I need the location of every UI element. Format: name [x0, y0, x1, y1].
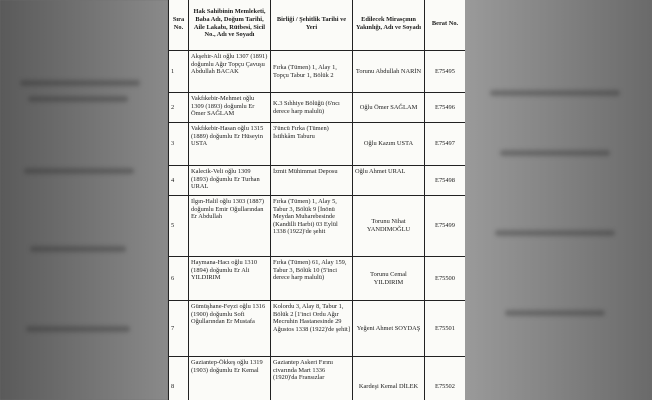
cell-berat: E75499	[425, 196, 466, 257]
cell-miras: Torunu Abdullah NARİN	[353, 51, 425, 93]
header-hak-sahibi: Hak Sahibinin Memleketi, Baba Adı, Doğum Tarihi, Aile Lakabı, Rütbesi, Sicil No., Adı ve Soyadı	[189, 0, 271, 51]
cell-sira: 4	[169, 166, 189, 196]
cell-miras: Oğlu Kazım USTA	[353, 123, 425, 166]
blurred-text-line	[30, 246, 126, 252]
cell-hak-sahibi: Ilgın-Halil oğlu 1303 (1887) doğumlu Emir Oğullarından Er Abdullah	[189, 196, 271, 257]
cell-hak-sahibi: Haymana-Hacı oğlu 1310 (1894) doğumlu Er Ali YILDIRIM	[189, 257, 271, 301]
cell-sira: 3	[169, 123, 189, 166]
cell-birlik: Kolordu 3, Alay 8, Tabur 1, Bölük 2 [1'inci Ordu Ağır Mecruhin Hastanesinde 29 Ağustos 1338 (1922)'de şehit]	[271, 301, 353, 357]
header-miras: Edilecek Mirasçının Yakınlığı, Adı ve Soyadı	[353, 0, 425, 51]
cell-miras: Oğlu Ahmet URAL	[353, 166, 425, 196]
blurred-text-line	[24, 168, 134, 174]
cell-berat: E75495	[425, 51, 466, 93]
cell-sira: 2	[169, 93, 189, 123]
cell-birlik: Fırka (Tümen) 1, Alay 1, Topçu Tabur 1, Bölük 2	[271, 51, 353, 93]
beneficiaries-table	[168, 0, 465, 400]
cell-miras: Yeğeni Ahmet SOYDAŞ	[353, 301, 425, 357]
cell-birlik: İzmit Mühimmat Deposu	[271, 166, 353, 196]
document-page	[168, 0, 465, 400]
header-berat: Berat No.	[425, 0, 466, 51]
table-row	[169, 257, 466, 301]
cell-berat: E75498	[425, 166, 466, 196]
blurred-text-line	[28, 96, 128, 102]
blurred-text-line	[490, 90, 620, 96]
cell-birlik: 3'üncü Fırka (Tümen) İstihkâm Taburu	[271, 123, 353, 166]
table-header-row	[169, 0, 466, 51]
cell-sira: 7	[169, 301, 189, 357]
table-row	[169, 357, 466, 400]
cell-berat: E75502	[425, 357, 466, 400]
cell-miras: Kardeşi Kemal DİLEK	[353, 357, 425, 400]
table-row	[169, 301, 466, 357]
cell-hak-sahibi: Akşehir-Ali oğlu 1307 (1891) doğumlu Ağır Topçu Çavuşu Abdullah BACAK	[189, 51, 271, 93]
cell-sira: 8	[169, 357, 189, 400]
cell-sira: 6	[169, 257, 189, 301]
cell-hak-sahibi: Kalecik-Veli oğlu 1309 (1893) doğumlu Er Turhan URAL	[189, 166, 271, 196]
blurred-text-line	[495, 230, 615, 236]
blurred-text-line	[26, 326, 130, 332]
table-row	[169, 196, 466, 257]
cell-berat: E75500	[425, 257, 466, 301]
cell-sira: 5	[169, 196, 189, 257]
background-right	[465, 0, 652, 400]
cell-birlik: K.3 Sıhhiye Bölüğü (6'ncı derece harp malulü)	[271, 93, 353, 123]
background-left	[0, 0, 168, 400]
blurred-text-line	[500, 150, 610, 156]
table-row	[169, 166, 466, 196]
cell-birlik: Fırka (Tümen) 61, Alay 159, Tabur 3, Bölük 10 (5'inci derece harp malulü)	[271, 257, 353, 301]
cell-berat: E75497	[425, 123, 466, 166]
blurred-text-line	[505, 310, 605, 316]
cell-birlik: Fırka (Tümen) 1, Alay 5, Tabur 3, Bölük 9 [İnönü Meydan Muharebesinde (Kandilli Harbi) 03 Eylül 1338 (1922)'de şehit	[271, 196, 353, 257]
cell-hak-sahibi: Gaziantep-Ökkeş oğlu 1319 (1903) doğumlu Er Kemal	[189, 357, 271, 400]
cell-berat: E75496	[425, 93, 466, 123]
header-birlik: Birliği / Şehitlik Tarihi ve Yeri	[271, 0, 353, 51]
cell-miras: Oğlu Ömer SAĞLAM	[353, 93, 425, 123]
cell-birlik: Gaziantep Askeri Fırını civarında Mart 1336 (1920)'da Fransızlar	[271, 357, 353, 400]
table-row	[169, 93, 466, 123]
cell-hak-sahibi: Vakfıkebir-Hasan oğlu 1315 (1889) doğumlu Er Hüseyin USTA	[189, 123, 271, 166]
cell-hak-sahibi: Vakfıkebir-Mehmet oğlu 1309 (1893) doğumlu Er Ömer SAĞLAM	[189, 93, 271, 123]
cell-hak-sahibi: Gümüşhane-Feyzi oğlu 1316 (1900) doğumlu Sofi Oğullarından Er Mustafa	[189, 301, 271, 357]
blurred-text-line	[20, 80, 140, 86]
cell-miras: Torunu Cemal YILDIRIM	[353, 257, 425, 301]
table-row	[169, 51, 466, 93]
table-row	[169, 123, 466, 166]
cell-miras: Torunu Nihat YANDIMOĞLU	[353, 196, 425, 257]
header-sira: Sıra No.	[169, 0, 189, 51]
cell-berat: E75501	[425, 301, 466, 357]
cell-sira: 1	[169, 51, 189, 93]
